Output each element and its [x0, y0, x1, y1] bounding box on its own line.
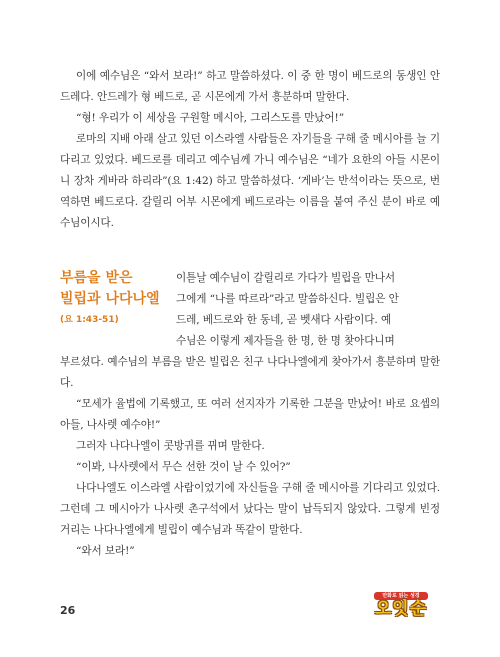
book-logo — [364, 592, 438, 620]
paragraph-nathanael-doubt: 나다나엘도 이스라엘 사람이었기에 자신들을 구해 줄 메시아를 기다리고 있었다. 그런데 그 메시아가 나사렛 촌구석에서 났다는 말이 납득되지 않았다. 그렇게 빈정거리는 나다나엘에게 빌립이 예수님과 똑같이 말한다. — [60, 482, 440, 536]
side-line-4: 수님은 이렇게 제자들을 한 명, 한 명 찾아다니며 — [176, 335, 395, 347]
heading-scripture-reference: (요 1:43-51) — [60, 315, 119, 325]
page-number: 26 — [60, 604, 76, 617]
paragraph-peter-name: 로마의 지배 아래 살고 있던 이스라엘 사람들은 자기들을 구해 줄 메시아를 늘 기다리고 있었다. 베드로를 데리고 예수님께 가니 예수님은 “네가 요한의 아들 시몬이니 장차 게바라 하리라”(요 1:42) 하고 말씀하셨다. ‘게바’는 반석이라는 뜻으로, 번역하면 베드로다. 갈릴리 어부 시몬에게 베드로라는 이름을 붙여 주신 분이 바로 예수님이시다. — [60, 133, 440, 229]
paragraph-philip-quote: “모세가 율법에 기록했고, 또 여러 선지자가 기록한 그분을 만났어! 바로 요셉의 아들, 나사렛 예수야!” — [60, 398, 440, 431]
side-line-2: 그에게 “나를 따르라”라고 말씀하신다. 빌립은 안 — [176, 293, 399, 305]
logo-top-banner: 만화로 읽는 성경 — [374, 592, 428, 600]
logo-title: 오잇순 — [374, 599, 428, 619]
side-line-3: 드레, 베드로와 한 동네, 곧 벳새다 사람이다. 예 — [176, 314, 392, 326]
paragraph-philip-cont: 부르셨다. 예수님의 부름을 받은 빌립은 친구 나다나엘에게 찾아가서 흥분하며 말한다. — [60, 356, 440, 389]
paragraph-nathanael-quote: “이봐, 나사렛에서 무슨 선한 것이 날 수 있어?” — [76, 461, 291, 473]
side-line-1: 이튿날 예수님이 갈릴리로 가다가 빌립을 만나서 — [176, 272, 396, 284]
heading-line-1: 부름을 받은 — [60, 270, 133, 286]
paragraph-nathanael-scoff: 그러자 나다나엘이 콧방귀를 뀌며 말한다. — [76, 440, 265, 452]
paragraph-come-and-see: “와서 보라!” — [76, 545, 135, 557]
paragraph-andrew-quote: “형! 우리가 이 세상을 구원할 메시아, 그리스도를 만났어!” — [76, 112, 345, 124]
heading-line-2: 빌립과 나다나엘 — [60, 291, 160, 307]
paragraph-andrew: 이에 예수님은 “와서 보라!” 하고 말씀하셨다. 이 중 한 명이 베드로의 동생인 안드레다. 안드레가 형 베드로, 곧 시몬에게 가서 흥분하며 말한다. — [60, 70, 440, 103]
